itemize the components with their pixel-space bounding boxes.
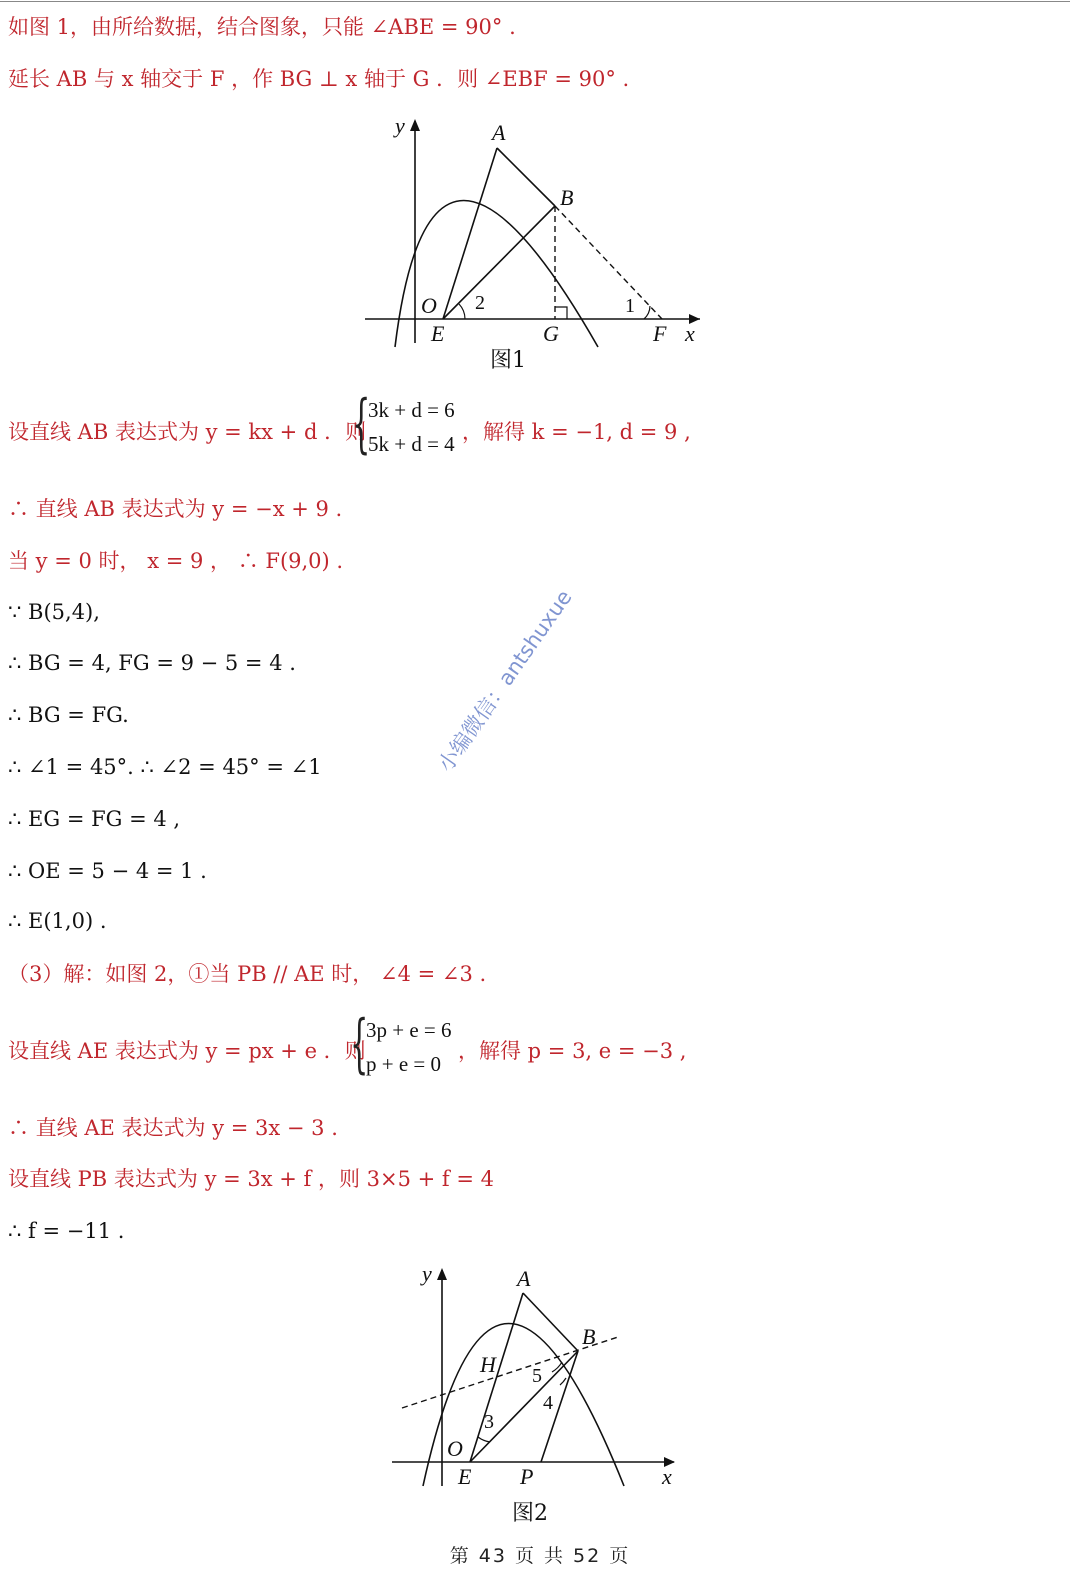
text-line-17: ∴ f = −11 . [8,1219,125,1243]
segment-ab [497,148,555,206]
text-line-12: ∴ E(1,0) . [8,909,107,933]
segment-ea [443,148,497,319]
brace-icon: { [350,1007,369,1081]
system-1-row-1: 3k + d = 6 [368,398,455,422]
text-line-3a: 设直线 AB 表达式为 y = kx + d ．则 [8,420,367,444]
page-footer: 第 43 页 共 52 页 [449,1545,631,1567]
label-y: y [395,115,405,138]
brace-icon: { [352,387,371,461]
equation-system-2 [350,1007,461,1086]
label-p: P [520,1464,534,1489]
label-g: G [543,321,559,346]
segment-ab [523,1293,578,1351]
equation-system-1 [352,387,468,466]
figure-1-caption: 图1 [490,348,526,373]
parabola [395,201,598,348]
system-1-row-2: 5k + d = 4 [368,432,455,456]
angle-4-arc [560,1378,566,1385]
text-line-6: ∵ B(5,4), [8,600,100,624]
text-line-8: ∴ BG = FG. [8,703,129,727]
label-h: H [480,1352,496,1377]
segment-eb [443,206,555,319]
label-x: x [662,1464,672,1489]
label-e: E [458,1464,472,1489]
label-f: F [653,321,667,346]
system-2-row-2: p + e = 0 [366,1052,442,1076]
label-y: y [422,1264,432,1286]
text-line-7: ∴ BG = 4, FG = 9 − 5 = 4 . [8,651,296,675]
angle-5-arc [552,1362,562,1372]
label-angle-4: 4 [543,1392,553,1414]
label-angle-5: 5 [532,1365,542,1387]
figure-2-graph [392,1264,684,1526]
text-line-14a: 设直线 AE 表达式为 y = px + e ．则 [8,1039,366,1063]
text-line-16: 设直线 PB 表达式为 y = 3x + f ，则 3×5 + f = 4 [8,1167,495,1191]
text-line-2: 延长 AB 与 x 轴交于 F ，作 BG ⊥ x 轴于 G ．则 ∠EBF = 90° . [8,67,630,91]
figure-1-graph [365,115,710,370]
watermark: 小编微信：antshuxue [433,585,577,777]
label-o: O [447,1436,463,1461]
label-angle-1: 1 [625,295,635,317]
text-line-11: ∴ OE = 5 − 4 = 1 . [8,859,207,883]
system-2-row-1: 3p + e = 6 [366,1018,452,1042]
y-axis-arrow-icon [437,1268,447,1280]
label-a: A [517,1266,531,1291]
label-e: E [431,321,445,346]
text-line-9: ∴ ∠1 = 45°. ∴ ∠2 = 45° = ∠1 [8,755,322,779]
text-line-15: ∴ 直线 AE 表达式为 y = 3x − 3 . [8,1116,338,1140]
angle-1-arc [644,306,650,319]
right-angle-mark [555,307,567,319]
angle-3-arc [478,1437,490,1442]
angle-2-arc [459,304,465,319]
text-line-1: 如图 1，由所给数据，结合图象，只能 ∠ABE = 90° . [8,15,516,39]
label-a: A [492,120,506,145]
text-line-5: 当 y = 0 时， x = 9 ， ∴ F(9,0) . [8,549,344,573]
label-b: B [560,185,574,210]
label-b: B [582,1324,596,1349]
segment-ea [470,1293,523,1462]
text-line-10: ∴ EG = FG = 4 , [8,807,181,831]
y-axis-arrow-icon [410,119,420,131]
label-o: O [421,293,437,318]
text-line-14b: ，解得 p = 3, e = −3 , [458,1039,687,1063]
figure-2 [392,1264,684,1526]
figure-1 [365,115,710,373]
label-angle-2: 2 [475,292,485,314]
text-line-13: （3）解：如图 2，①当 PB // AE 时， ∠4 = ∠3 . [8,962,487,986]
label-angle-3: 3 [484,1411,494,1433]
label-x: x [685,321,695,346]
text-line-4: ∴ 直线 AB 表达式为 y = −x + 9 . [8,497,343,521]
figure-2-caption: 图2 [512,1501,548,1526]
text-line-3b: ，解得 k = −1, d = 9 , [462,420,691,444]
